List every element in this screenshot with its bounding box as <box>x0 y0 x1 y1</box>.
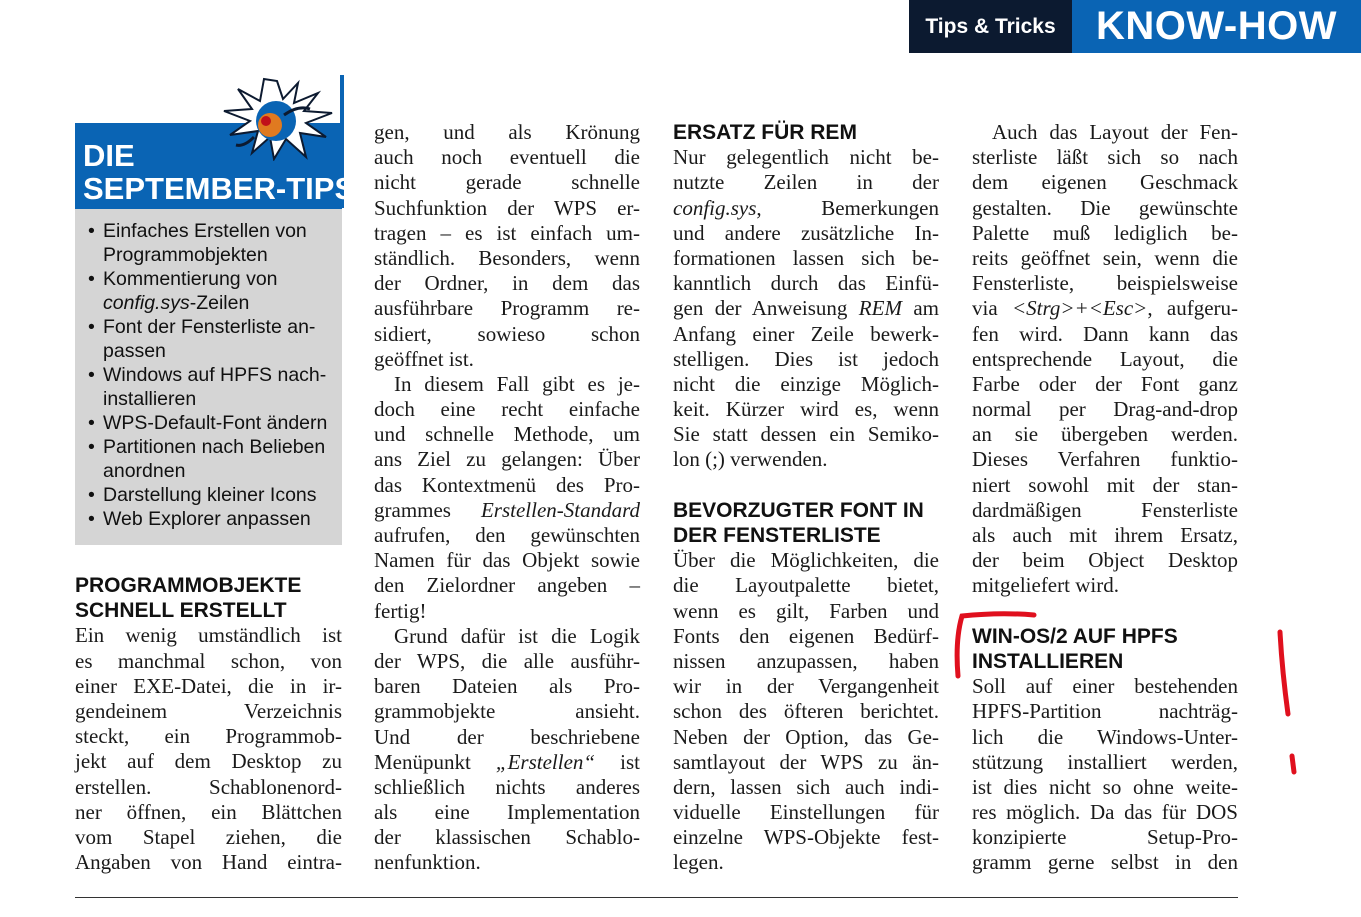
text-line: wir in der Vergangenheit <box>673 674 939 699</box>
article-heading: SCHNELL ERSTELLT <box>75 599 287 623</box>
text-line: Farbe oder der Font ganz <box>972 371 1238 396</box>
list-item-line: Programmobjekten <box>103 244 268 266</box>
section-title: KNOW-HOW <box>1072 0 1361 53</box>
text-line: das Kontextmenü des Pro- <box>374 472 640 497</box>
text-line: ner öffnen, ein Blättchen <box>75 799 342 824</box>
text-line: Anfang einer Zeile bewerk- <box>673 321 939 346</box>
list-item-line: • Font der Fensterliste an- <box>103 316 316 338</box>
text-line: auch noch eventuell die <box>374 145 640 170</box>
text-line: mitgeliefert wird. <box>972 573 1119 598</box>
text-line: Dieses Verfahren funktio- <box>972 447 1238 472</box>
text-line: Und der beschriebene <box>374 724 640 749</box>
text-line: formationen lassen sich be- <box>673 245 939 270</box>
text-line: Angaben von Hand eintra- <box>75 850 342 875</box>
text-line: der Ordner, in dem das <box>374 271 640 296</box>
article-heading: DER FENSTERLISTE <box>673 524 881 548</box>
text-line: nutzte Zeilen in der <box>673 170 939 195</box>
text-line: Über die Möglichkeiten, die <box>673 548 939 573</box>
text-line: sterliste läßt sich so nach <box>972 145 1238 170</box>
article-heading: BEVORZUGTER FONT IN <box>673 498 924 522</box>
list-item-line: • Windows auf HPFS nach- <box>103 364 327 386</box>
article-heading: WIN-OS/2 AUF HPFS <box>972 624 1178 648</box>
text-line: Neben der Option, das Ge- <box>673 724 939 749</box>
text-line: res möglich. Da das für DOS <box>972 800 1238 825</box>
text-line: steckt, ein Programmob- <box>75 724 342 749</box>
text-line: vom Stapel ziehen, die <box>75 824 342 849</box>
tips-box-title-line: DIE <box>83 138 135 173</box>
text-line: Ein wenig umständlich ist <box>75 623 342 648</box>
text-line: jekt auf dem Desktop zu <box>75 749 342 774</box>
text-line: Soll auf einer bestehenden <box>972 674 1238 699</box>
text-line: niert sowohl mit der stan- <box>972 472 1238 497</box>
text-line: der klassischen Schablo- <box>374 825 640 850</box>
text-line: dem eigenen Geschmack <box>972 170 1238 195</box>
annotation-tick <box>1292 756 1294 772</box>
annotation-bracket <box>957 614 1034 676</box>
text-line: einer EXE-Datei, die in ir- <box>75 673 342 698</box>
text-line: gestalten. Die gewünschte <box>972 195 1238 220</box>
text-line: gramm gerne selbst in den <box>972 850 1238 875</box>
list-item-line: • WPS-Default-Font ändern <box>103 412 328 434</box>
article-heading: INSTALLIEREN <box>972 649 1124 673</box>
list-item-line: • Web Explorer anpassen <box>103 508 311 530</box>
text-line: normal per Drag-and-drop <box>972 397 1238 422</box>
text-line: geöffnet ist. <box>374 346 474 371</box>
text-line: konzipierte Setup-Pro- <box>972 825 1238 850</box>
text-line: ans Ziel zu gelangen: Über <box>374 447 640 472</box>
article-heading: PROGRAMMOBJEKTE <box>75 574 302 597</box>
list-item-line: installieren <box>103 388 197 410</box>
text-line: gen, und als Krönung <box>374 120 640 144</box>
tips-box-title-line: SEPTEMBER-TIPS <box>83 171 356 206</box>
list-item-line: • Partitionen nach Belieben <box>103 436 326 458</box>
text-line: sidiert, sowieso schon <box>374 321 640 346</box>
text-line: Palette muß lediglich be- <box>972 220 1238 245</box>
text-line: reits geöffnet sein, wenn die <box>972 245 1238 270</box>
text-line: Auch das Layout der Fen- <box>992 120 1238 144</box>
text-line: fen wird. Dann kann das <box>972 321 1238 346</box>
text-line: und schnelle Methode, um <box>374 422 640 447</box>
text-line: HPFS-Partition nachträg- <box>972 699 1238 724</box>
text-line: viduelle Einstellungen für <box>673 800 939 825</box>
text-line: den Zielordner angeben – <box>374 573 640 598</box>
text-line: dardmäßigen Fensterliste <box>972 497 1238 522</box>
text-line: Namen für das Objekt sowie <box>374 548 640 573</box>
list-item-line: config.sys-Zeilen <box>103 292 250 314</box>
text-line: lich die Windows-Unter- <box>972 724 1238 749</box>
text-line: samtlayout der WPS zu än- <box>673 749 939 774</box>
text-line: doch eine recht einfache <box>374 397 640 422</box>
list-item-line: anordnen <box>103 460 186 482</box>
text-line: grammobjekte ansieht. <box>374 699 640 724</box>
text-line: dern, lassen sich auch indi- <box>673 774 939 799</box>
text-line: baren Dateien als Pro- <box>374 674 640 699</box>
list-item-line: • Einfaches Erstellen von <box>103 220 307 242</box>
text-line: nicht gerade schnelle <box>374 170 640 195</box>
text-line: lon (;) verwenden. <box>673 447 828 472</box>
text-line: an sie übergeben werden. <box>972 422 1238 447</box>
text-line: schließlich nichts anderes <box>374 774 640 799</box>
article-heading: ERSATZ FÜR REM <box>673 121 857 144</box>
text-line: Menüpunkt „Erstellen“ ist <box>374 749 641 774</box>
text-line: keit. Kürzer wird es, wenn <box>673 397 939 422</box>
annotation-line <box>1280 632 1288 714</box>
text-line: entsprechende Layout, die <box>972 346 1238 371</box>
list-item-line: • Kommentierung von <box>103 268 278 290</box>
text-line: erstellen. Schablonenord- <box>75 774 342 799</box>
text-line: gen der Anweisung REM am <box>673 296 939 321</box>
text-line: Fonts den eigenen Bedürf- <box>673 623 939 648</box>
text-line: ständlich. Besonders, wenn <box>374 245 640 270</box>
text-line: die Layoutpalette bietet, <box>673 573 939 598</box>
text-line: kanntlich durch das Einfü- <box>673 271 939 296</box>
text-line: der WPS, die alle ausführ- <box>374 648 640 673</box>
text-line: fertig! <box>374 598 427 623</box>
text-line: nicht die einzige Möglich- <box>673 371 939 396</box>
text-line: und andere zusätzliche In- <box>673 220 939 245</box>
text-line: In diesem Fall gibt es je- <box>394 371 640 396</box>
text-line: aufrufen, den gewünschten <box>374 523 640 547</box>
text-line: als eine Implementation <box>374 800 640 825</box>
text-line: tragen – es ist einfach um- <box>374 220 640 245</box>
text-line: ausführbare Programm re- <box>374 296 640 321</box>
text-line: config.sys, Bemerkungen <box>673 195 939 220</box>
list-item-line: • Darstellung kleiner Icons <box>103 484 317 506</box>
text-line: ist dies nicht so ohne weite- <box>972 774 1238 799</box>
text-line: schon des öfteren berichtet. <box>673 699 939 724</box>
text-line: Sie statt dessen ein Semiko- <box>673 422 939 447</box>
text-line: es manchmal schon, von <box>75 648 342 673</box>
text-line: via <Strg>+<Esc>, aufgeru- <box>972 296 1238 321</box>
text-line: Grund dafür ist die Logik <box>394 623 640 648</box>
text-line: Nur gelegentlich nicht be- <box>673 145 939 170</box>
text-line: nissen anzupassen, haben <box>673 648 939 673</box>
text-line: legen. <box>673 850 724 875</box>
list-item-line: passen <box>103 340 166 362</box>
text-line: gendeinem Verzeichnis <box>75 698 342 723</box>
text-line: Suchfunktion der WPS er- <box>374 195 640 220</box>
text-line: grammes Erstellen-Standard <box>374 497 640 522</box>
text-line: Fensterliste, beispielsweise <box>972 271 1238 296</box>
text-line: nenfunktion. <box>374 850 481 875</box>
section-label: Tips & Tricks <box>909 0 1072 53</box>
text-line: als auch mit ihrem Ersatz, <box>972 523 1238 547</box>
text-line: stelligen. Dies ist jedoch <box>673 346 939 371</box>
text-line: stützung installiert werden, <box>972 749 1238 774</box>
text-line: einzelne WPS-Objekte fest- <box>673 825 939 850</box>
text-line: der beim Object Desktop <box>972 548 1238 573</box>
text-line: wenn es gilt, Farben und <box>673 598 939 623</box>
